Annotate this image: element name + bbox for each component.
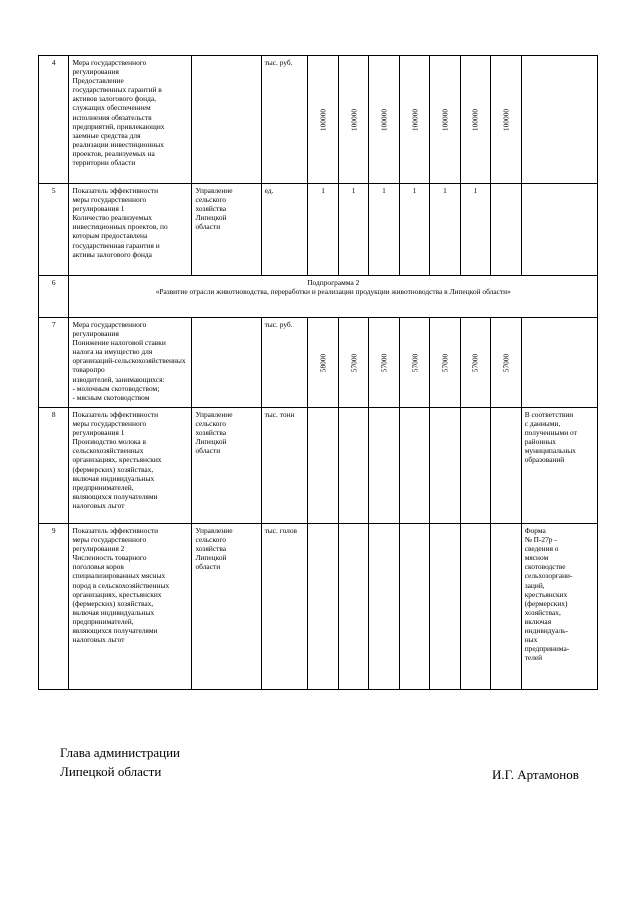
indicator-name-line: являющихся получателями xyxy=(72,626,158,636)
responsible-body-line: сельского xyxy=(195,419,226,429)
indicator-name-line: регулирования 2 xyxy=(72,544,125,554)
responsible-body-line: Липецкой xyxy=(195,213,227,223)
indicator-name-line: Производство молока в xyxy=(72,437,147,447)
responsible-body-line: Управление xyxy=(195,526,233,535)
responsible-body-line: хозяйства xyxy=(195,428,227,438)
indicator-name-line: организациях, крестьянских xyxy=(72,455,162,465)
note-cell-line: ных xyxy=(524,635,538,645)
value-cell xyxy=(399,318,429,408)
value-cell xyxy=(430,318,460,408)
unit-cell: тыс. голов xyxy=(261,524,308,690)
value-text: 100000 xyxy=(318,108,328,131)
indicator-name-line: Показатель эффективности xyxy=(72,186,159,195)
value-cell xyxy=(338,408,368,524)
note-cell xyxy=(521,318,597,408)
indicator-name-line: проектов, реализуемых на xyxy=(72,148,155,158)
value-cell xyxy=(308,524,338,690)
table-row xyxy=(39,184,598,276)
note-cell-line: сведения о xyxy=(524,544,559,554)
unit-cell: тыс. руб. xyxy=(261,318,308,408)
value-text: 57000 xyxy=(379,353,389,372)
table-row xyxy=(39,318,598,408)
indicator-name-line: - молочным скотоводством; xyxy=(72,383,160,393)
indicator-name-line: меры государственного xyxy=(72,419,147,429)
value-cell xyxy=(399,524,429,690)
indicator-name-line: - мясным скотоводством xyxy=(72,392,150,402)
note-cell-line: крестьянских xyxy=(524,589,568,599)
table-row xyxy=(39,524,598,690)
indicator-name xyxy=(69,408,192,524)
responsible-body-line: области xyxy=(195,222,221,232)
indicator-name xyxy=(69,318,192,408)
indicator-name-line: предпринимателей, xyxy=(72,482,134,492)
value-text: 100000 xyxy=(379,108,389,131)
value-cell xyxy=(491,318,521,408)
responsible-body-line: хозяйства xyxy=(195,544,227,554)
indicator-name-line: регулирования xyxy=(72,67,119,77)
note-cell-line: (фермерских) xyxy=(524,598,568,608)
note-cell xyxy=(521,184,597,276)
responsible-body-line: Липецкой xyxy=(195,437,227,447)
indicator-name-line: специализированных мясных xyxy=(72,571,166,581)
note-cell-line: предпринима- xyxy=(524,644,570,654)
indicator-name-line: заемные средства для xyxy=(72,130,141,140)
indicator-name-line: организациях, крестьянских xyxy=(72,589,162,599)
indicator-name-line: меры государственного xyxy=(72,535,147,545)
value-cell xyxy=(491,408,521,524)
indicator-name-line: государственных гарантий в xyxy=(72,85,162,95)
indicator-name-line: активы залогового фонда xyxy=(72,249,152,259)
responsible-body-line: хозяйства xyxy=(195,204,227,214)
value-cell xyxy=(308,318,338,408)
indicator-name-line: реализации инвестиционных xyxy=(72,139,164,149)
value-cell xyxy=(460,408,490,524)
value-text: 100000 xyxy=(349,108,359,131)
indicator-name-line: которым предоставлена xyxy=(72,231,148,241)
note-cell-line: образований xyxy=(524,455,565,465)
indicator-name-line: Предоставление xyxy=(72,76,124,86)
note-cell-line: телей xyxy=(524,653,543,663)
value-cell xyxy=(369,524,399,690)
note-cell-line: сельхозоргани- xyxy=(524,571,573,581)
note-cell-line: № П-27р - xyxy=(524,535,557,545)
indicator-name-line: Показатель эффективности xyxy=(72,410,159,419)
indicator-name-line: активов залогового фонда, xyxy=(72,94,156,104)
row-number: 5 xyxy=(39,184,69,276)
responsible-body-line: сельского xyxy=(195,535,226,545)
value-text: 58000 xyxy=(318,353,328,372)
value-cell xyxy=(308,408,338,524)
indicator-name-line: регулирования 1 xyxy=(72,428,125,438)
note-cell-line: скотоводстве xyxy=(524,562,566,572)
value-cell xyxy=(460,56,490,184)
indicator-name-line: предприятий, привлекающих xyxy=(72,121,165,131)
row-number: 7 xyxy=(39,318,69,408)
responsible-body-line: сельского xyxy=(195,195,226,205)
value-cell xyxy=(338,524,368,690)
note-cell-line: районных xyxy=(524,437,556,447)
value-cell: 1 xyxy=(430,184,460,276)
indicator-name-line: меры государственного xyxy=(72,195,147,205)
table-row xyxy=(39,276,598,318)
indicator-name-line: территории области xyxy=(72,158,136,168)
value-text: 57000 xyxy=(410,353,419,372)
note-cell xyxy=(521,524,597,690)
value-cell xyxy=(399,408,429,524)
indicator-name-line: Мера государственного xyxy=(72,58,147,67)
responsible-body xyxy=(192,524,261,690)
value-cell xyxy=(430,408,460,524)
value-cell xyxy=(491,184,521,276)
subprogram-heading-line: Подпрограмма 2 xyxy=(307,278,360,287)
responsible-body xyxy=(192,184,261,276)
note-cell-line: муниципальных xyxy=(524,446,576,456)
indicator-name-line: организаций-сельскохозяйственных товаропро xyxy=(72,356,186,375)
unit-cell: тыс. тонн xyxy=(261,408,308,524)
value-cell xyxy=(369,408,399,524)
value-cell: 1 xyxy=(369,184,399,276)
indicator-name-line: исполнения обязательств xyxy=(72,112,152,122)
responsible-body xyxy=(192,318,261,408)
row-number: 8 xyxy=(39,408,69,524)
responsible-body-line: Управление xyxy=(195,186,233,195)
signature-title-line2: Липецкой области xyxy=(60,764,162,779)
note-cell-line: с данными, xyxy=(524,419,561,429)
responsible-body-line: Управление xyxy=(195,410,233,419)
value-text: 57000 xyxy=(501,353,511,372)
note-cell xyxy=(521,408,597,524)
value-cell xyxy=(369,56,399,184)
note-cell-line: Форма xyxy=(524,526,546,535)
indicator-name xyxy=(69,56,192,184)
value-cell: 1 xyxy=(460,184,490,276)
value-text: 57000 xyxy=(470,353,480,372)
indicator-table xyxy=(38,55,598,690)
row-number: 9 xyxy=(39,524,69,690)
indicator-name xyxy=(69,524,192,690)
unit-cell: тыс. руб. xyxy=(261,56,308,184)
value-cell xyxy=(399,56,429,184)
indicator-name-line: Понижение налоговой ставки xyxy=(72,338,166,348)
indicator-name-line: предпринимателей, xyxy=(72,616,134,626)
responsible-body-line: области xyxy=(195,446,221,456)
note-cell-line: полученными от xyxy=(524,428,577,438)
value-cell xyxy=(338,56,368,184)
value-text: 100000 xyxy=(501,108,511,131)
signature-title-line1: Глава администрации xyxy=(60,745,181,760)
indicator-name-line: (фермерских) хозяйствах, xyxy=(72,598,154,608)
indicator-name-line: Показатель эффективности xyxy=(72,526,159,535)
value-cell: 1 xyxy=(308,184,338,276)
value-cell xyxy=(491,56,521,184)
indicator-name-line: Мера государственного xyxy=(72,320,147,329)
note-cell-line: В соответствии xyxy=(524,410,574,419)
indicator-name-line: инвестиционных проектов, по xyxy=(72,222,168,232)
subprogram-heading xyxy=(69,276,598,318)
value-text: 57000 xyxy=(440,353,450,372)
value-cell: 1 xyxy=(338,184,368,276)
value-cell xyxy=(430,56,460,184)
table-row xyxy=(39,56,598,184)
indicator-name-line: сельскохозяйственных xyxy=(72,446,144,456)
value-cell xyxy=(460,318,490,408)
indicator-name-line: пород в сельскохозяйственных xyxy=(72,580,170,590)
responsible-body xyxy=(192,56,261,184)
indicator-name-line: изводителей, занимающихся: xyxy=(72,374,165,384)
value-cell: 1 xyxy=(399,184,429,276)
indicator-name xyxy=(69,184,192,276)
value-cell xyxy=(308,56,338,184)
indicator-name-line: налоговых льгот xyxy=(72,635,125,645)
indicator-name-line: налоговых льгот xyxy=(72,500,125,510)
value-cell xyxy=(369,318,399,408)
note-cell-line: индивидуаль- xyxy=(524,626,568,636)
table-row xyxy=(39,408,598,524)
indicator-name-line: налога на имущество для xyxy=(72,347,153,357)
value-text: 57000 xyxy=(349,353,359,372)
subprogram-heading-line: «Развитие отрасли животноводства, переработки и реализации продукции животноводства в Липецкой области» xyxy=(155,287,511,297)
indicator-name-line: Численность товарного xyxy=(72,553,147,563)
signature-name: И.Г. Артамонов xyxy=(492,767,579,782)
value-cell xyxy=(338,318,368,408)
responsible-body xyxy=(192,408,261,524)
indicator-name-line: Количество реализуемых xyxy=(72,213,152,223)
value-text: 100000 xyxy=(440,108,450,131)
indicator-name-line: включая индивидуальных xyxy=(72,473,155,483)
value-cell xyxy=(491,524,521,690)
note-cell xyxy=(521,56,597,184)
unit-cell: ед. xyxy=(261,184,308,276)
indicator-name-line: регулирования xyxy=(72,329,119,339)
indicator-name-line: регулирования 1 xyxy=(72,204,125,214)
note-cell-line: заций, xyxy=(524,580,545,590)
indicator-name-line: (фермерских) хозяйствах, xyxy=(72,464,154,474)
value-cell xyxy=(460,524,490,690)
indicator-name-line: государственная гарантия и xyxy=(72,240,160,250)
note-cell-line: включая xyxy=(524,616,552,626)
row-number: 6 xyxy=(39,276,69,318)
row-number: 4 xyxy=(39,56,69,184)
value-cell xyxy=(430,524,460,690)
value-text: 100000 xyxy=(410,108,419,131)
indicator-name-line: включая индивидуальных xyxy=(72,607,155,617)
value-text: 100000 xyxy=(470,108,480,131)
responsible-body-line: Липецкой xyxy=(195,553,227,563)
note-cell-line: мясном xyxy=(524,553,549,563)
note-cell-line: хозяйствах, xyxy=(524,607,561,617)
indicator-name-line: служащих обеспечением xyxy=(72,103,151,113)
indicator-name-line: являющихся получателями xyxy=(72,491,158,501)
indicator-name-line: поголовья коров xyxy=(72,562,124,572)
responsible-body-line: области xyxy=(195,562,221,572)
